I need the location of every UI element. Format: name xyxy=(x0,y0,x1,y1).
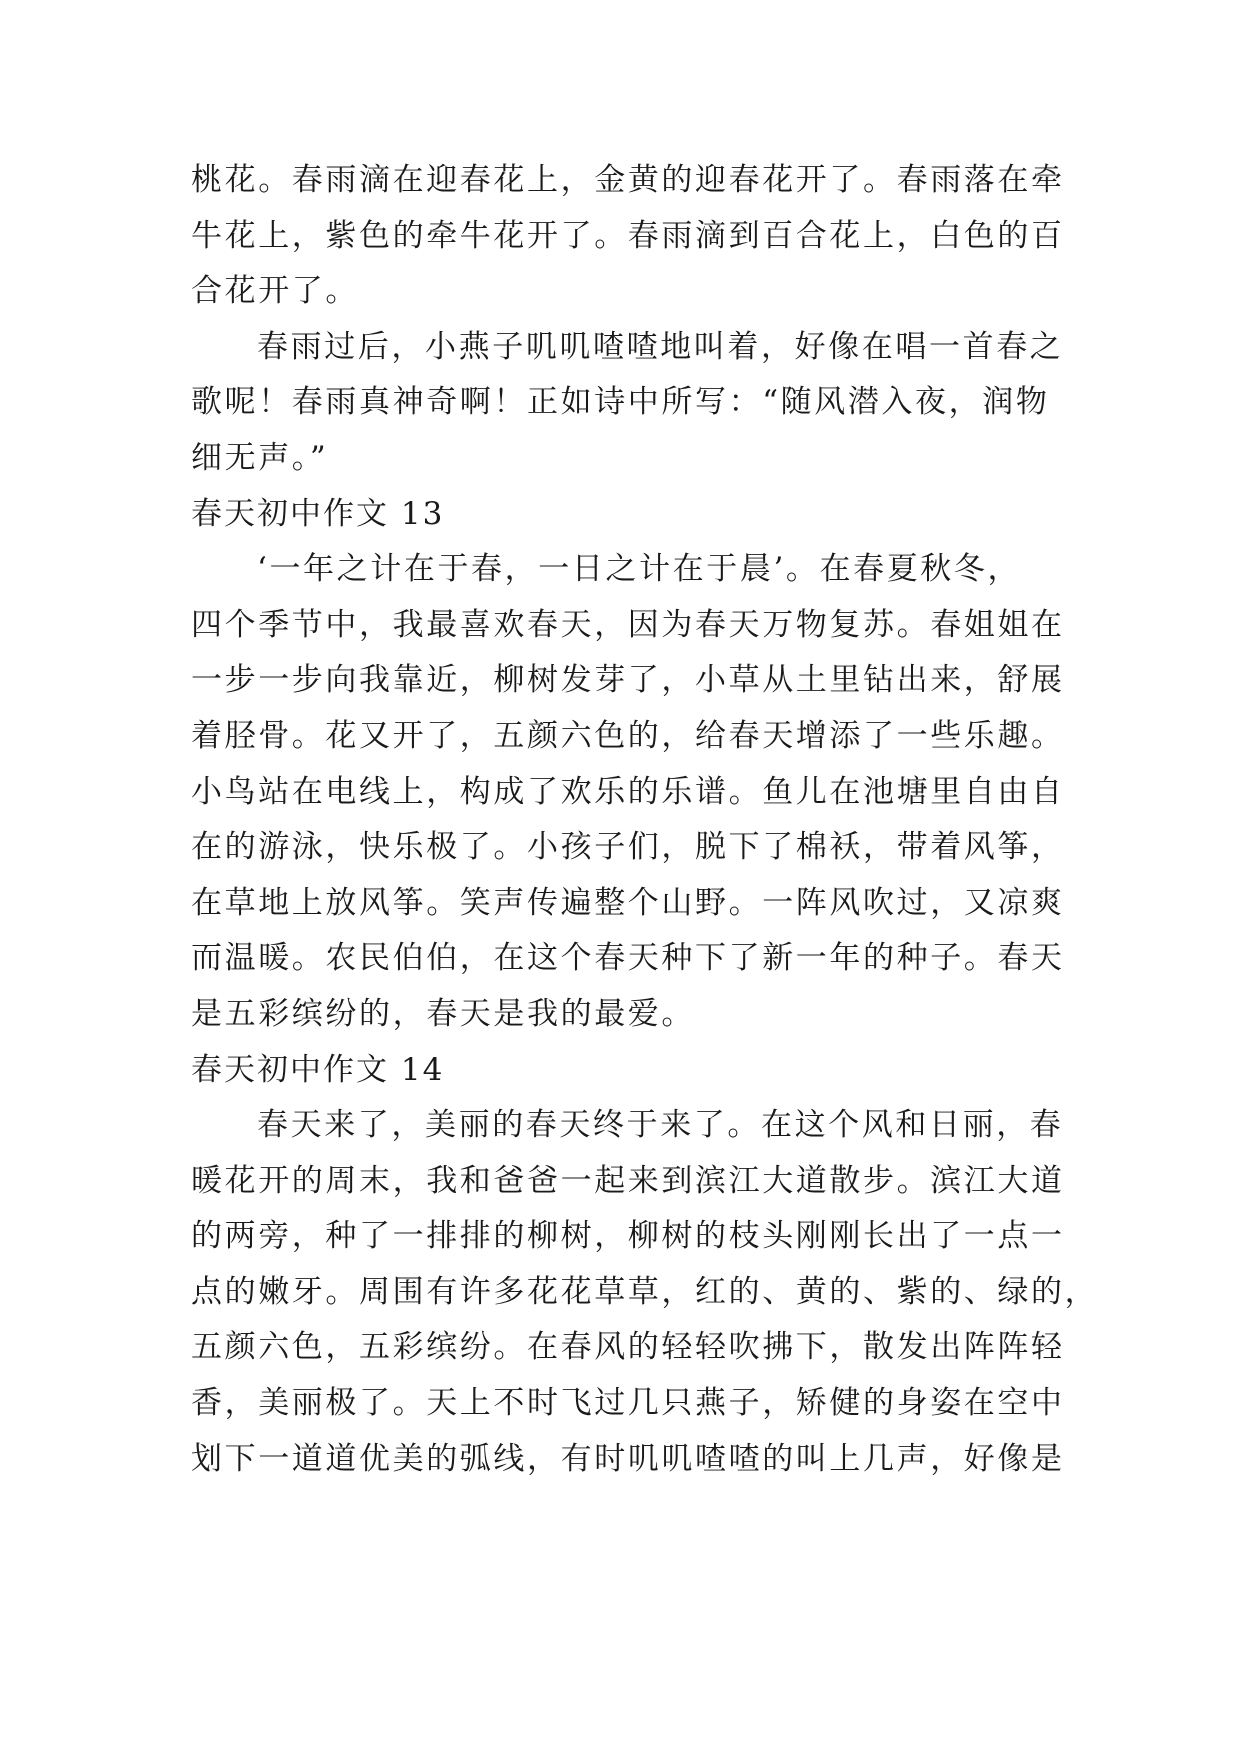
paragraph-line: 细无声。” xyxy=(191,439,329,476)
paragraph-line: 的两旁，种了一排排的柳树，柳树的枝头刚刚长出了一点一 xyxy=(191,1218,1065,1255)
essay-14-paragraph xyxy=(191,1098,1099,1487)
paragraph-line: 歌呢！春雨真神奇啊！正如诗中所写：“随风潜入夜，润物 xyxy=(191,384,1050,421)
paragraph-line: 春雨过后，小燕子叽叽喳喳地叫着，好像在唱一首春之 xyxy=(257,328,1064,365)
paragraph-line: 桃花。春雨滴在迎春花上，金黄的迎春花开了。春雨落在牵 xyxy=(191,162,1065,198)
paragraph-line: 着胫骨。花又开了，五颜六色的，给春天增添了一些乐趣。 xyxy=(191,717,1065,754)
continued-paragraph xyxy=(191,153,1071,320)
paragraph-line: 点的嫩牙。周围有许多花花草草，红的、黄的、紫的、绿的， xyxy=(191,1273,1099,1310)
paragraph-after-rain xyxy=(191,320,1071,487)
paragraph-line: 是五彩缤纷的，春天是我的最爱。 xyxy=(191,995,695,1032)
paragraph-line: 小鸟站在电线上，构成了欢乐的乐谱。鱼儿在池塘里自由自 xyxy=(191,773,1065,810)
paragraph-line: ‘一年之计在于春，一日之计在于晨’。在春夏秋冬， xyxy=(257,551,1022,588)
paragraph-line: 牛花上，紫色的牵牛花开了。春雨滴到百合花上，白色的百 xyxy=(191,217,1065,254)
paragraph-line: 在的游泳，快乐极了。小孩子们，脱下了棉袄，带着风筝， xyxy=(191,829,1065,866)
paragraph-line: 一步一步向我靠近，柳树发芽了，小草从土里钻出来，舒展 xyxy=(191,662,1065,699)
paragraph-line: 香，美丽极了。天上不时飞过几只燕子，矫健的身姿在空中 xyxy=(191,1385,1065,1422)
paragraph-line: 五颜六色，五彩缤纷。在春风的轻轻吹拂下，散发出阵阵轻 xyxy=(191,1329,1065,1366)
essay-13-title: 春天初中作文 13 xyxy=(191,495,445,532)
paragraph-line: 划下一道道优美的弧线，有时叽叽喳喳的叫上几声，好像是 xyxy=(191,1440,1065,1477)
paragraph-line: 合花开了。 xyxy=(191,273,359,310)
paragraph-line: 在草地上放风筝。笑声传遍整个山野。一阵风吹过，又凉爽 xyxy=(191,884,1065,921)
paragraph-line: 春天来了，美丽的春天终于来了。在这个风和日丽，春 xyxy=(257,1107,1064,1144)
paragraph-line: 而温暖。农民伯伯，在这个春天种下了新一年的种子。春天 xyxy=(191,940,1065,977)
paragraph-line: 暖花开的周末，我和爸爸一起来到滨江大道散步。滨江大道 xyxy=(191,1162,1065,1199)
essay-13-paragraph xyxy=(191,542,1071,1042)
document-body xyxy=(191,153,1099,1487)
paragraph-line: 四个季节中，我最喜欢春天，因为春天万物复苏。春姐姐在 xyxy=(191,606,1065,643)
essay-14-title: 春天初中作文 14 xyxy=(191,1051,445,1088)
